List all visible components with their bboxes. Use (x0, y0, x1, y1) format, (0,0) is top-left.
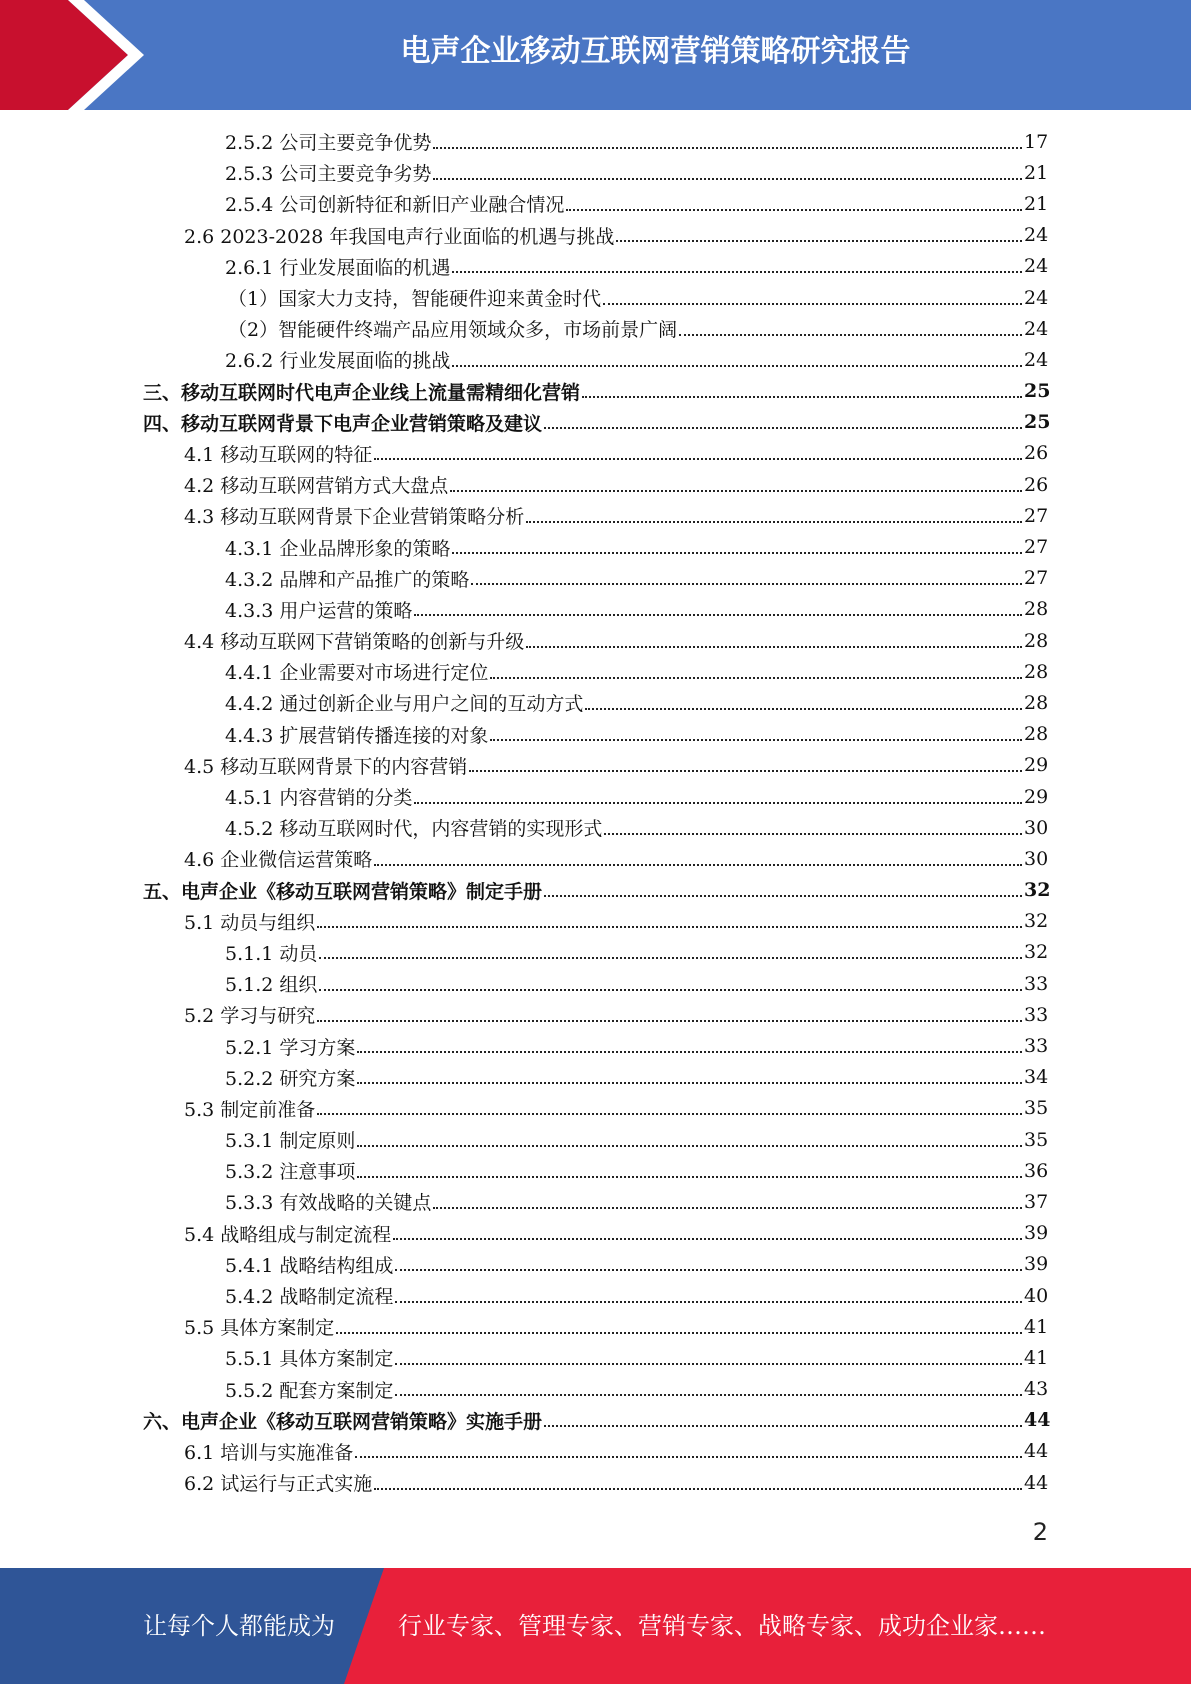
toc-entry-title: 4.4.2 通过创新企业与用户之间的互动方式 (225, 693, 584, 716)
toc-entry-title: 5.4.2 战略制定流程 (225, 1286, 394, 1309)
toc-entry[interactable] (0, 251, 1191, 282)
toc-entry-page: 39 (1024, 1222, 1049, 1245)
footer-slogan-left: 让每个人都能成为 (143, 1612, 335, 1640)
toc-entry-title: 4.3.3 用户运营的策略 (225, 599, 413, 622)
toc-entry-page: 24 (1024, 224, 1049, 247)
toc-dot-leader (433, 1207, 1022, 1209)
toc-entry-title: 4.2 移动互联网营销方式大盘点 (184, 475, 449, 498)
toc-dot-leader (433, 178, 1022, 180)
toc-entry[interactable] (0, 1093, 1191, 1124)
toc-dot-leader (471, 583, 1022, 585)
toc-entry[interactable] (0, 968, 1191, 999)
toc-dot-leader (544, 427, 1022, 429)
toc-entry-title: 5.2 学习与研究 (184, 1005, 316, 1028)
toc-entry-page: 21 (1024, 161, 1049, 184)
toc-dot-leader (585, 708, 1022, 710)
toc-entry-page: 29 (1024, 785, 1049, 808)
toc-entry[interactable] (0, 750, 1191, 781)
toc-entry[interactable] (0, 344, 1191, 375)
toc-entry-page: 33 (1024, 972, 1049, 995)
toc-entry-title: 6.1 培训与实施准备 (184, 1441, 354, 1464)
toc-entry-title: 2.6.2 行业发展面临的挑战 (225, 350, 451, 373)
toc-entry-title: 2.5.3 公司主要竞争劣势 (225, 163, 432, 186)
toc-entry-page: 40 (1024, 1284, 1049, 1307)
toc-entry-title: 4.1 移动互联网的特征 (184, 443, 373, 466)
toc-entry-title: 5.1.2 组织 (225, 974, 318, 997)
toc-entry[interactable] (0, 126, 1191, 157)
toc-entry[interactable] (0, 531, 1191, 562)
toc-entry-title: 5.2.1 学习方案 (225, 1036, 356, 1059)
toc-entry[interactable] (0, 1030, 1191, 1061)
toc-dot-leader (374, 864, 1022, 866)
toc-entry-page: 41 (1024, 1315, 1049, 1338)
toc-entry[interactable] (0, 1405, 1191, 1436)
toc-entry-title: 4.4.3 扩展营销传播连接的对象 (225, 724, 489, 747)
table-of-contents (0, 126, 1191, 1498)
toc-dot-leader (452, 365, 1022, 367)
toc-entry[interactable] (0, 625, 1191, 656)
toc-entry[interactable] (0, 999, 1191, 1030)
toc-dot-leader (616, 240, 1022, 242)
toc-entry-page: 33 (1024, 1003, 1049, 1026)
toc-entry[interactable] (0, 157, 1191, 188)
toc-entry[interactable] (0, 376, 1191, 407)
toc-entry-page: 29 (1024, 754, 1049, 777)
toc-entry[interactable] (0, 1311, 1191, 1342)
toc-entry-title: 4.4.1 企业需要对市场进行定位 (225, 662, 489, 685)
toc-entry-page: 28 (1024, 629, 1049, 652)
toc-entry-page: 24 (1024, 286, 1049, 309)
toc-entry-title: 5.3 制定前准备 (184, 1098, 316, 1121)
toc-entry-title: 4.5.1 内容营销的分类 (225, 787, 413, 810)
toc-dot-leader (317, 926, 1022, 928)
toc-entry-title: 4.5.2 移动互联网时代，内容营销的实现形式 (225, 818, 603, 841)
toc-dot-leader (679, 334, 1022, 336)
toc-dot-leader (566, 209, 1022, 211)
toc-entry-page: 21 (1024, 192, 1049, 215)
toc-dot-leader (544, 1425, 1022, 1427)
toc-entry-page: 27 (1024, 504, 1049, 527)
toc-entry[interactable] (0, 563, 1191, 594)
toc-entry-title: 5.3.1 制定原则 (225, 1130, 356, 1153)
toc-dot-leader (336, 1332, 1022, 1334)
toc-entry-title: 5.4.1 战略结构组成 (225, 1254, 394, 1277)
toc-entry-title: 四、移动互联网背景下电声企业营销策略及建议 (143, 412, 543, 435)
toc-entry[interactable] (0, 812, 1191, 843)
toc-dot-leader (319, 957, 1022, 959)
toc-entry-title: 4.3 移动互联网背景下企业营销策略分析 (184, 506, 525, 529)
toc-dot-leader (526, 521, 1022, 523)
toc-entry[interactable] (0, 282, 1191, 313)
toc-entry[interactable] (0, 407, 1191, 438)
toc-dot-leader (317, 1020, 1022, 1022)
toc-entry-page: 39 (1024, 1253, 1049, 1276)
toc-dot-leader (357, 1145, 1022, 1147)
toc-entry-page: 27 (1024, 536, 1049, 559)
toc-entry[interactable] (0, 313, 1191, 344)
toc-entry-title: 5.5.1 具体方案制定 (225, 1348, 394, 1371)
toc-entry[interactable] (0, 1124, 1191, 1155)
toc-entry-title: 三、移动互联网时代电声企业线上流量需精细化营销 (143, 381, 581, 404)
toc-dot-leader (544, 895, 1022, 897)
toc-dot-leader (395, 1301, 1022, 1303)
toc-entry-page: 30 (1024, 847, 1049, 870)
toc-dot-leader (355, 1456, 1022, 1458)
toc-entry[interactable] (0, 438, 1191, 469)
toc-entry-page: 26 (1024, 473, 1049, 496)
toc-entry-page: 33 (1024, 1035, 1049, 1058)
toc-entry[interactable] (0, 781, 1191, 812)
toc-entry-page: 34 (1024, 1066, 1049, 1089)
toc-entry-page: 43 (1024, 1378, 1049, 1401)
toc-dot-leader (395, 1269, 1022, 1271)
toc-dot-leader (433, 147, 1022, 149)
page-footer (0, 1568, 1191, 1684)
toc-entry[interactable] (0, 719, 1191, 750)
toc-dot-leader (357, 1051, 1022, 1053)
toc-entry-page: 25 (1024, 411, 1051, 434)
toc-dot-leader (357, 1082, 1022, 1084)
toc-entry-title: 5.3.3 有效战略的关键点 (225, 1192, 432, 1215)
toc-entry-title: 2.6.1 行业发展面临的机遇 (225, 256, 451, 279)
toc-entry-page: 27 (1024, 567, 1049, 590)
toc-entry-page: 44 (1024, 1409, 1051, 1432)
toc-entry-title: 5.1 动员与组织 (184, 911, 316, 934)
toc-entry-title: 5.3.2 注意事项 (225, 1161, 356, 1184)
toc-entry[interactable] (0, 875, 1191, 906)
toc-entry-title: 6.2 试运行与正式实施 (184, 1473, 373, 1496)
toc-entry-page: 35 (1024, 1128, 1049, 1151)
toc-dot-leader (452, 271, 1022, 273)
toc-entry-title: 5.4 战略组成与制定流程 (184, 1223, 392, 1246)
toc-entry-title: （1）国家大力支持，智能硬件迎来黄金时代 (228, 288, 602, 311)
toc-entry[interactable] (0, 906, 1191, 937)
toc-dot-leader (490, 739, 1022, 741)
toc-dot-leader (319, 989, 1022, 991)
toc-entry-title: 4.4 移动互联网下营销策略的创新与升级 (184, 631, 525, 654)
toc-entry[interactable] (0, 1467, 1191, 1498)
toc-entry[interactable] (0, 469, 1191, 500)
toc-entry[interactable] (0, 1062, 1191, 1093)
toc-entry[interactable] (0, 188, 1191, 219)
toc-entry-page: 30 (1024, 816, 1049, 839)
toc-entry[interactable] (0, 220, 1191, 251)
toc-entry-page: 32 (1024, 879, 1051, 902)
toc-entry-page: 32 (1024, 910, 1049, 933)
toc-dot-leader (414, 802, 1022, 804)
toc-entry[interactable] (0, 1218, 1191, 1249)
toc-dot-leader (452, 552, 1022, 554)
toc-entry-title: 2.5.2 公司主要竞争优势 (225, 132, 432, 155)
toc-entry[interactable] (0, 1186, 1191, 1217)
toc-entry[interactable] (0, 500, 1191, 531)
toc-entry-page: 28 (1024, 691, 1049, 714)
page-number: 2 (1032, 1518, 1048, 1546)
toc-entry-title: 5.5 具体方案制定 (184, 1317, 335, 1340)
toc-entry-page: 28 (1024, 660, 1049, 683)
toc-entry[interactable] (0, 1374, 1191, 1405)
toc-entry[interactable] (0, 1342, 1191, 1373)
toc-entry-page: 24 (1024, 348, 1049, 371)
toc-entry-page: 44 (1024, 1471, 1049, 1494)
toc-entry[interactable] (0, 594, 1191, 625)
toc-dot-leader (490, 677, 1022, 679)
toc-dot-leader (374, 1488, 1022, 1490)
toc-entry-title: 5.1.1 动员 (225, 942, 318, 965)
toc-entry-title: 六、电声企业《移动互联网营销策略》实施手册 (143, 1410, 543, 1433)
toc-entry-page: 37 (1024, 1190, 1049, 1213)
toc-dot-leader (395, 1394, 1022, 1396)
toc-dot-leader (604, 833, 1022, 835)
toc-dot-leader (393, 1238, 1022, 1240)
toc-entry-title: 4.5 移动互联网背景下的内容营销 (184, 755, 468, 778)
toc-dot-leader (414, 614, 1022, 616)
toc-entry-title: 4.6 企业微信运营策略 (184, 849, 373, 872)
toc-entry-page: 24 (1024, 255, 1049, 278)
toc-entry-page: 17 (1024, 130, 1049, 153)
toc-dot-leader (374, 458, 1022, 460)
toc-dot-leader (357, 1176, 1022, 1178)
toc-dot-leader (450, 490, 1022, 492)
toc-entry-page: 26 (1024, 442, 1049, 465)
toc-entry[interactable] (0, 1155, 1191, 1186)
toc-entry-page: 36 (1024, 1159, 1049, 1182)
toc-entry-page: 24 (1024, 317, 1049, 340)
toc-entry-page: 44 (1024, 1440, 1049, 1463)
toc-entry-title: 5.5.2 配套方案制定 (225, 1379, 394, 1402)
toc-dot-leader (469, 770, 1022, 772)
toc-entry[interactable] (0, 1436, 1191, 1467)
toc-entry-title: 2.6 2023-2028 年我国电声行业面临的机遇与挑战 (184, 225, 615, 248)
toc-entry[interactable] (0, 1280, 1191, 1311)
document-title: 电声企业移动互联网营销策略研究报告 (400, 34, 911, 69)
toc-entry-title: （2）智能硬件终端产品应用领域众多，市场前景广阔 (228, 319, 678, 342)
toc-entry-title: 5.2.2 研究方案 (225, 1067, 356, 1090)
page-header (0, 0, 1191, 110)
toc-entry-page: 28 (1024, 598, 1049, 621)
toc-entry-page: 25 (1024, 380, 1051, 403)
toc-entry-title: 五、电声企业《移动互联网营销策略》制定手册 (143, 880, 543, 903)
toc-entry-title: 4.3.2 品牌和产品推广的策略 (225, 568, 470, 591)
toc-dot-leader (395, 1363, 1022, 1365)
toc-entry-page: 28 (1024, 723, 1049, 746)
toc-entry[interactable] (0, 656, 1191, 687)
toc-entry-page: 35 (1024, 1097, 1049, 1120)
toc-entry[interactable] (0, 937, 1191, 968)
toc-dot-leader (603, 303, 1022, 305)
toc-entry-title: 4.3.1 企业品牌形象的策略 (225, 537, 451, 560)
toc-entry[interactable] (0, 1249, 1191, 1280)
toc-dot-leader (582, 396, 1022, 398)
toc-entry[interactable] (0, 843, 1191, 874)
toc-entry-title: 2.5.4 公司创新特征和新旧产业融合情况 (225, 194, 565, 217)
toc-entry-page: 41 (1024, 1346, 1049, 1369)
toc-entry-page: 32 (1024, 941, 1049, 964)
toc-dot-leader (317, 1113, 1022, 1115)
footer-slogan-right: 行业专家、管理专家、营销专家、战略专家、成功企业家…… (398, 1612, 1046, 1640)
toc-entry[interactable] (0, 687, 1191, 718)
toc-dot-leader (526, 646, 1022, 648)
